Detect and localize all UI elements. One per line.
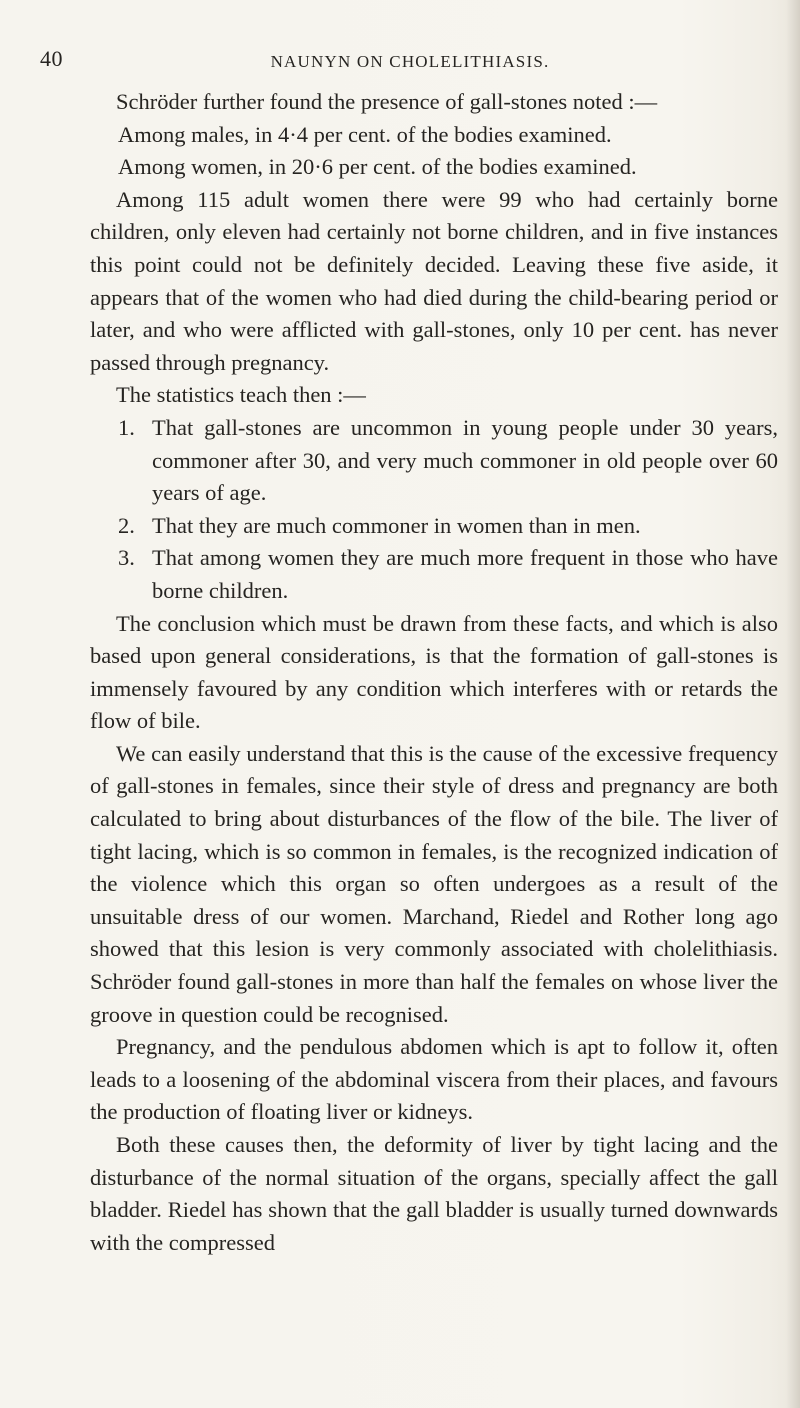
statistic-women: Among women, in 20·6 per cent. of the bodies examined. xyxy=(118,154,637,180)
list-item xyxy=(90,412,778,510)
list-text: That they are much commoner in women than in men. xyxy=(152,512,641,538)
page-number: 40 xyxy=(40,46,63,71)
list-text: That gall-stones are uncommon in young people under 30 years, commoner after 30, and very much commoner in old people over 60 years of age. xyxy=(152,414,778,506)
list-number: 1. xyxy=(118,414,135,440)
page-header xyxy=(40,46,780,76)
list-text: That among women they are much more frequent in those who have borne children. xyxy=(152,545,778,603)
list-number: 3. xyxy=(118,545,135,571)
statistic-males: Among males, in 4·4 per cent. of the bodies examined. xyxy=(118,121,612,147)
paragraph-excessive-frequency: We can easily understand that this is the cause of the excessive frequency of gall-stones in females, since their style of dress and pregnancy are both calculated to bring about disturbances of the flow of the bile. The liver of tight lacing, which is so common in females, is the recognized indication of the violence which this organ so often undergoes as a result of the unsuitable dress of our women. Marchand, Riedel and Rother long ago showed that this lesion is very commonly associated with cholelithiasis. Schröder found gall-stones in more than half the females on whose liver the groove in question could be recognised. xyxy=(90,740,778,1027)
list-item xyxy=(90,510,778,543)
paragraph-schroder-intro: Schröder further found the presence of gall-stones noted :— xyxy=(116,89,658,114)
paragraph-adult-women: Among 115 adult women there were 99 who had certainly borne children, only eleven had certainly not borne children, and in five instances this point could not be definitely decided. Leaving these five aside, it appears that of the women who had died during the child-bearing period or later, and who were afflicted with gall-stones, only 10 per cent. has never passed through pregnancy. xyxy=(90,186,778,375)
paragraph-both-causes: Both these causes then, the deformity of liver by tight lacing and the disturbance of the normal situation of the organs, specially affect the gall bladder. Riedel has shown that the gall bladder is usually turned downwards with the compressed xyxy=(90,1132,778,1255)
paragraph-statistics-teach: The statistics teach then :— xyxy=(116,382,366,408)
page-edge-shadow xyxy=(786,0,800,1408)
list-number: 2. xyxy=(118,512,135,538)
body-text xyxy=(90,86,778,1259)
paragraph-pregnancy: Pregnancy, and the pendulous abdomen which is apt to follow it, often leads to a loosening of the abdominal viscera from their places, and favours the production of floating liver or kidneys. xyxy=(90,1034,778,1125)
paragraph-conclusion: The conclusion which must be drawn from these facts, and which is also based upon general considerations, is that the formation of gall-stones is immensely favoured by any condition which interferes with or retards the flow of bile. xyxy=(90,610,778,734)
list-item xyxy=(90,542,778,607)
running-head: NAUNYN ON CHOLELITHIASIS. xyxy=(270,52,550,71)
